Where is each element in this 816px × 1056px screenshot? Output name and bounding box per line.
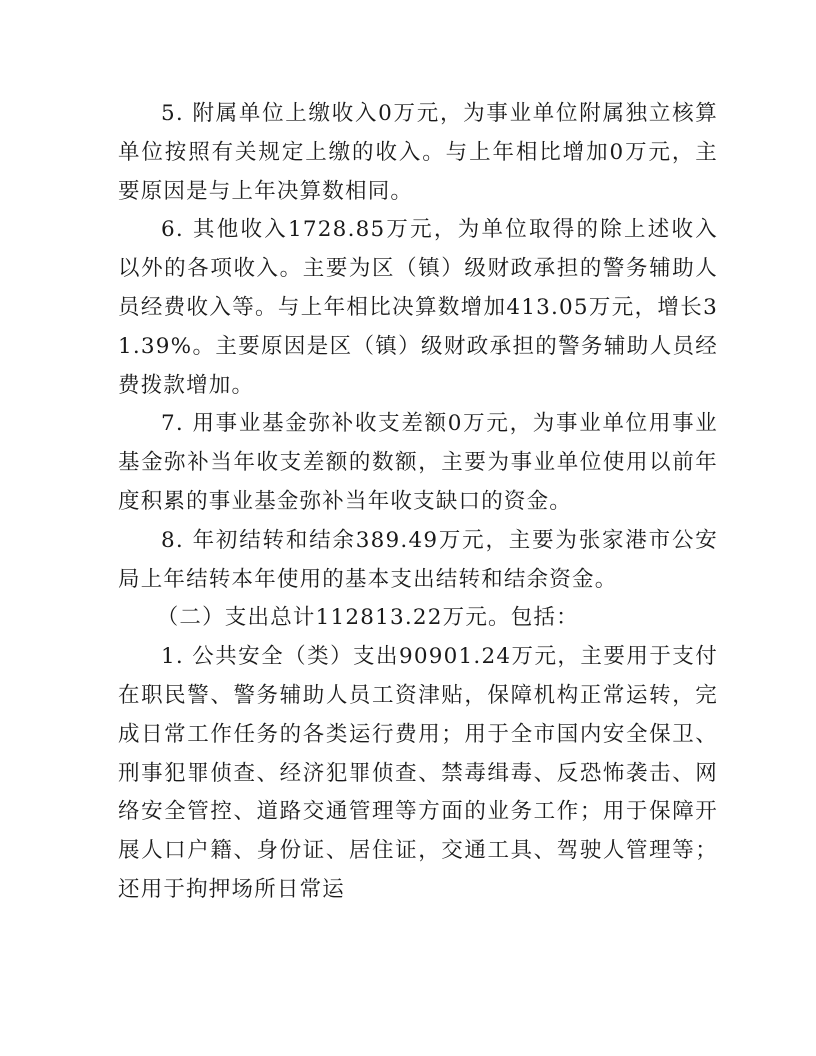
document-body: [118, 95, 718, 910]
paragraph-other-income: 6. 其他收入1728.85万元，为单位取得的除上述收入以外的各项收入。主要为区（镇）级财政承担的警务辅助人员经费收入等。与上年相比决算数增加413.05万元，增长31.39%。主要原因是区（镇）级财政承担的警务辅助人员经费拨款增加。: [118, 217, 718, 398]
paragraph-affiliated-income: 5. 附属单位上缴收入0万元，为事业单位附属独立核算单位按照有关规定上缴的收入。与上年相比增加0万元，主要原因是与上年决算数相同。: [118, 101, 718, 204]
paragraph-carryover-balance: 8. 年初结转和结余389.49万元，主要为张家港市公安局上年结转本年使用的基本支出结转和结余资金。: [118, 527, 718, 592]
section-heading-expenditure: （二）支出总计112813.22万元。包括：: [156, 605, 579, 631]
paragraph-public-security: 1. 公共安全（类）支出90901.24万元，主要用于支付在职民警、警务辅助人员工资津贴，保障机构正常运转，完成日常工作任务的各类运行费用；用于全市国内安全保卫、刑事犯罪侦查、经济犯罪侦查、禁毒缉毒、反恐怖袭击、网络安全管控、道路交通管理等方面的业务工作；用于保障开展人口户籍、身份证、居住证，交通工具、驾驶人管理等；还用于拘押场所日常运: [118, 644, 718, 902]
paragraph-business-fund: 7. 用事业基金弥补收支差额0万元，为事业单位用事业基金弥补当年收支差额的数额，主要为事业单位使用以前年度积累的事业基金弥补当年收支缺口的资金。: [118, 411, 718, 514]
